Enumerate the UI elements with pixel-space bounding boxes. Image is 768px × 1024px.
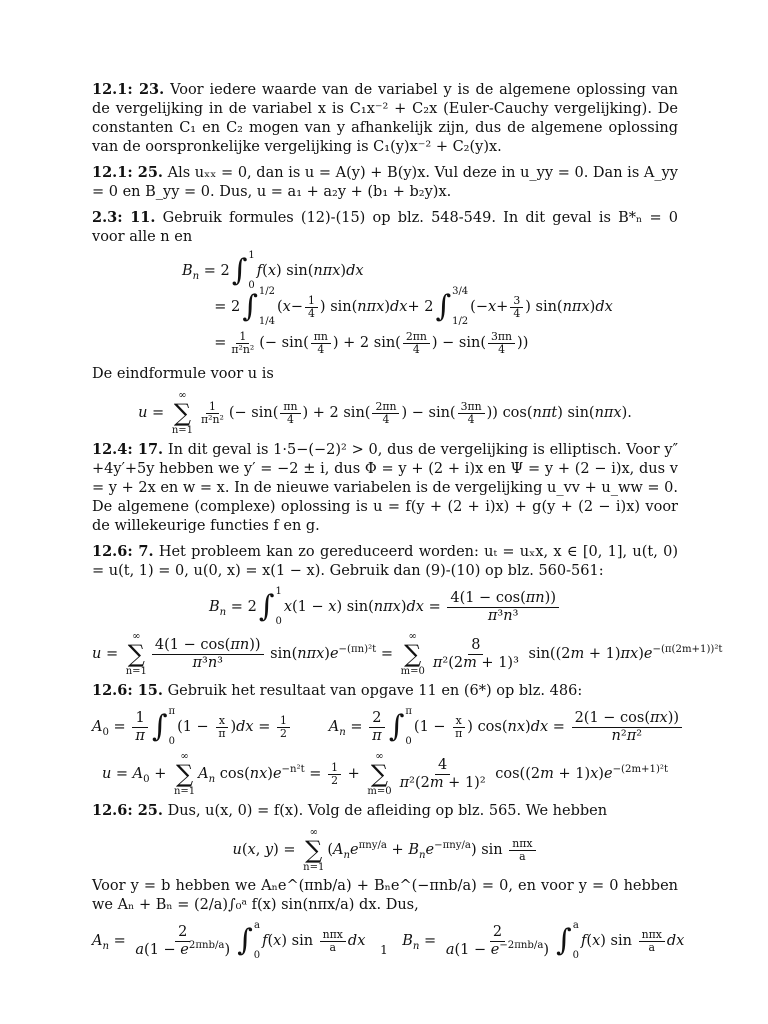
- equation-u-laplace: u(x, y) = ∞ ∑ n=1 $(A_ne^{\pi ny/a} + B_ne^{-\pi ny/a})$ sin $\frac{\text{nπx}}{a}$: [92, 827, 678, 873]
- equation-bn-heat: $B_n = 2$ ∫ 1 0 x(1 − x) sin(nπx)dx = $\frac{4(1 - \cos(\pi n))}{\text{π³n³}}$: [92, 587, 678, 627]
- paragraph-text: Als uₓₓ = 0, dan is u = A(y) + B(y)x. Vul deze in u_yy = 0. Dan is A_yy = 0 en B_yy = 0. Dus, u = a₁ + a₂y + (b₁ + b₂y)x.: [92, 165, 678, 200]
- paragraph-text: In dit geval is 1·5−(−2)² > 0, dus de vergelijking is elliptisch. Voor y″+4y′+5y hebben we y′ = −2 ± i, dus Φ = y + (2 + i)x en Ψ = y + (2 − i)x, dus v = y + 2x en w = x. In de nieuwe variabelen is de vergelijking u_vv + u_ww = 0. De algemene (complexe) oplossing is u = f(y + (2 + i)x) + g(y + (2 − i)x) voor de willekeurige functies f en g.: [92, 442, 678, 534]
- equation-u-series: u = ∞ ∑ n=1 $\frac{1}{\text{π²n²}}$ (− sin( $\frac{\pi n}{4}$ ) + 2 sin( $\frac{2\pi n}{4}$ ) − sin( $\frac{3\pi n}{4}$ )) cos(nπt) sin(nπx).: [138, 390, 632, 436]
- exercise-label: 12.1: 25.: [92, 164, 163, 181]
- paragraph-12-6-7: [92, 542, 678, 581]
- paragraph-text: Gebruik het resultaat van opgave 11 en (6*) op blz. 486:: [167, 683, 583, 699]
- exercise-label: 2.3: 11.: [92, 209, 156, 226]
- exercise-label: 12.4: 17.: [92, 441, 164, 458]
- paragraph-text: Het probleem kan zo gereduceerd worden: uₜ = uₓx, x ∈ [0, 1], u(t, 0) = u(t, 1) = 0, u(0, x) = x(1 − x). Gebruik dan (9)-(10) op blz. 560-561:: [92, 544, 678, 579]
- equation-u-heat: u = ∞ ∑ n=1 $\frac{4(1 - \cos(\pi n))}{\text{π³n³}}$ $\sin(n\pi x)e^{-(\pi n)^2t}$ = ∞ ∑ m=0 $\frac{8}{\text{π²(2m + 1)³}}$ $\sin((2m + 1)\pi x)e^{-(\pi(2m+1))^2t}$: [92, 631, 723, 677]
- paragraph-text: Voor iedere waarde van de variabel y is de algemene oplossing van de vergelijking in de variabel x is C₁x⁻² + C₂x (Euler-Cauchy vergelijking). De constanten C₁ en C₂ mogen van y afhankelijk zijn, dus de algemene oplossing van de oorspronkelijke vergelijking is C₁(y)x⁻² + C₂(y)x.: [92, 82, 679, 155]
- paragraph-text: De eindformule voor u is: [92, 366, 274, 382]
- exercise-label: 12.1: 23.: [92, 81, 165, 98]
- equation-a0-an: $A_0$ = $\frac{1}{\pi}$ ∫ π 0 (1 − $\frac{x}{\pi}$ )dx = $\frac{1}{2}$ $A_n$ = $\frac{2}{\pi}$ ∫ π 0 (1 − $\frac{x}{\pi}$ ) cos(nx)dx = $\frac{2(1 - \cos(\pi x))}{\text{n²π²}}$: [92, 707, 678, 747]
- paragraph-12-6-25: [92, 801, 678, 821]
- paragraph-12-1-25: [92, 163, 678, 202]
- exercise-label: 12.6: 15.: [92, 682, 163, 699]
- document-body: [92, 80, 723, 965]
- paragraph-text: Gebruik formules (12)-(15) op blz. 548-549. In dit geval is B*ₙ = 0 voor alle n en: [92, 210, 678, 245]
- page-number: 1: [380, 943, 388, 957]
- paragraph-eindformule: [92, 365, 678, 384]
- paragraph-text: Voor y = b hebben we Aₙe^(πnb/a) + Bₙe^(−πnb/a) = 0, en voor y = 0 hebben we Aₙ + Bₙ = (2/a)∫₀ᵃ f(x) sin(nπx/a) dx. Dus,: [92, 878, 678, 913]
- paragraph-2-3-11: [92, 208, 678, 247]
- equation-u-cos-series: $u = A_0$ + ∞ ∑ n=1 $A_n$ $\cos(nx)e^{-n^2t}$ = $\frac{1}{2}$ + ∞ ∑ m=0 $\frac{4}{\text{π²(2m + 1)²}}$ $\cos((2m + 1)x)e^{-(2m+1)^2t}$: [101, 751, 669, 797]
- exercise-label: 12.6: 7.: [92, 543, 154, 560]
- equation-an-bn: $A_n$ = $\frac{2}{a(1 - e^{2\pi nb/a})}$ ∫ a 0 f(x) sin $\frac{\text{nπx}}{a}$ dx $B_n$ = $\frac{2}{a(1 - e^{-2\pi nb/a})}$ ∫ a 0 f(x) sin $\frac{\text{nπx}}{a}$ dx: [92, 920, 685, 961]
- paragraph-text: Dus, u(x, 0) = f(x). Volg de afleiding op blz. 565. We hebben: [167, 803, 608, 819]
- paragraph-12-1-23: [92, 80, 678, 157]
- paragraph-12-6-15: [92, 681, 678, 701]
- equation-bn-fourier: $B_n$ = 2 ∫ 1 0 f ( x ) sin( nπx ) dx = 2 ∫ 1/2 1/4 ( x − $\frac{1}{4}$ ) sin( nπx ) dx + 2 ∫ 3/4 1/2 (− x + $\frac{3}{4}$ ) sin( nπx ) dx = $\frac{1}{\text{π²n²}}$ (− sin( $\frac{\pi n}{4}$ ) + 2 sin( $\frac{2\pi n}{4}$ ) − sin( $\frac{3\pi n}{4}$ )): [182, 250, 613, 356]
- paragraph-12-4-17: [92, 440, 678, 536]
- exercise-label: 12.6: 25.: [92, 802, 163, 819]
- paragraph-voor-y-b: [92, 877, 678, 915]
